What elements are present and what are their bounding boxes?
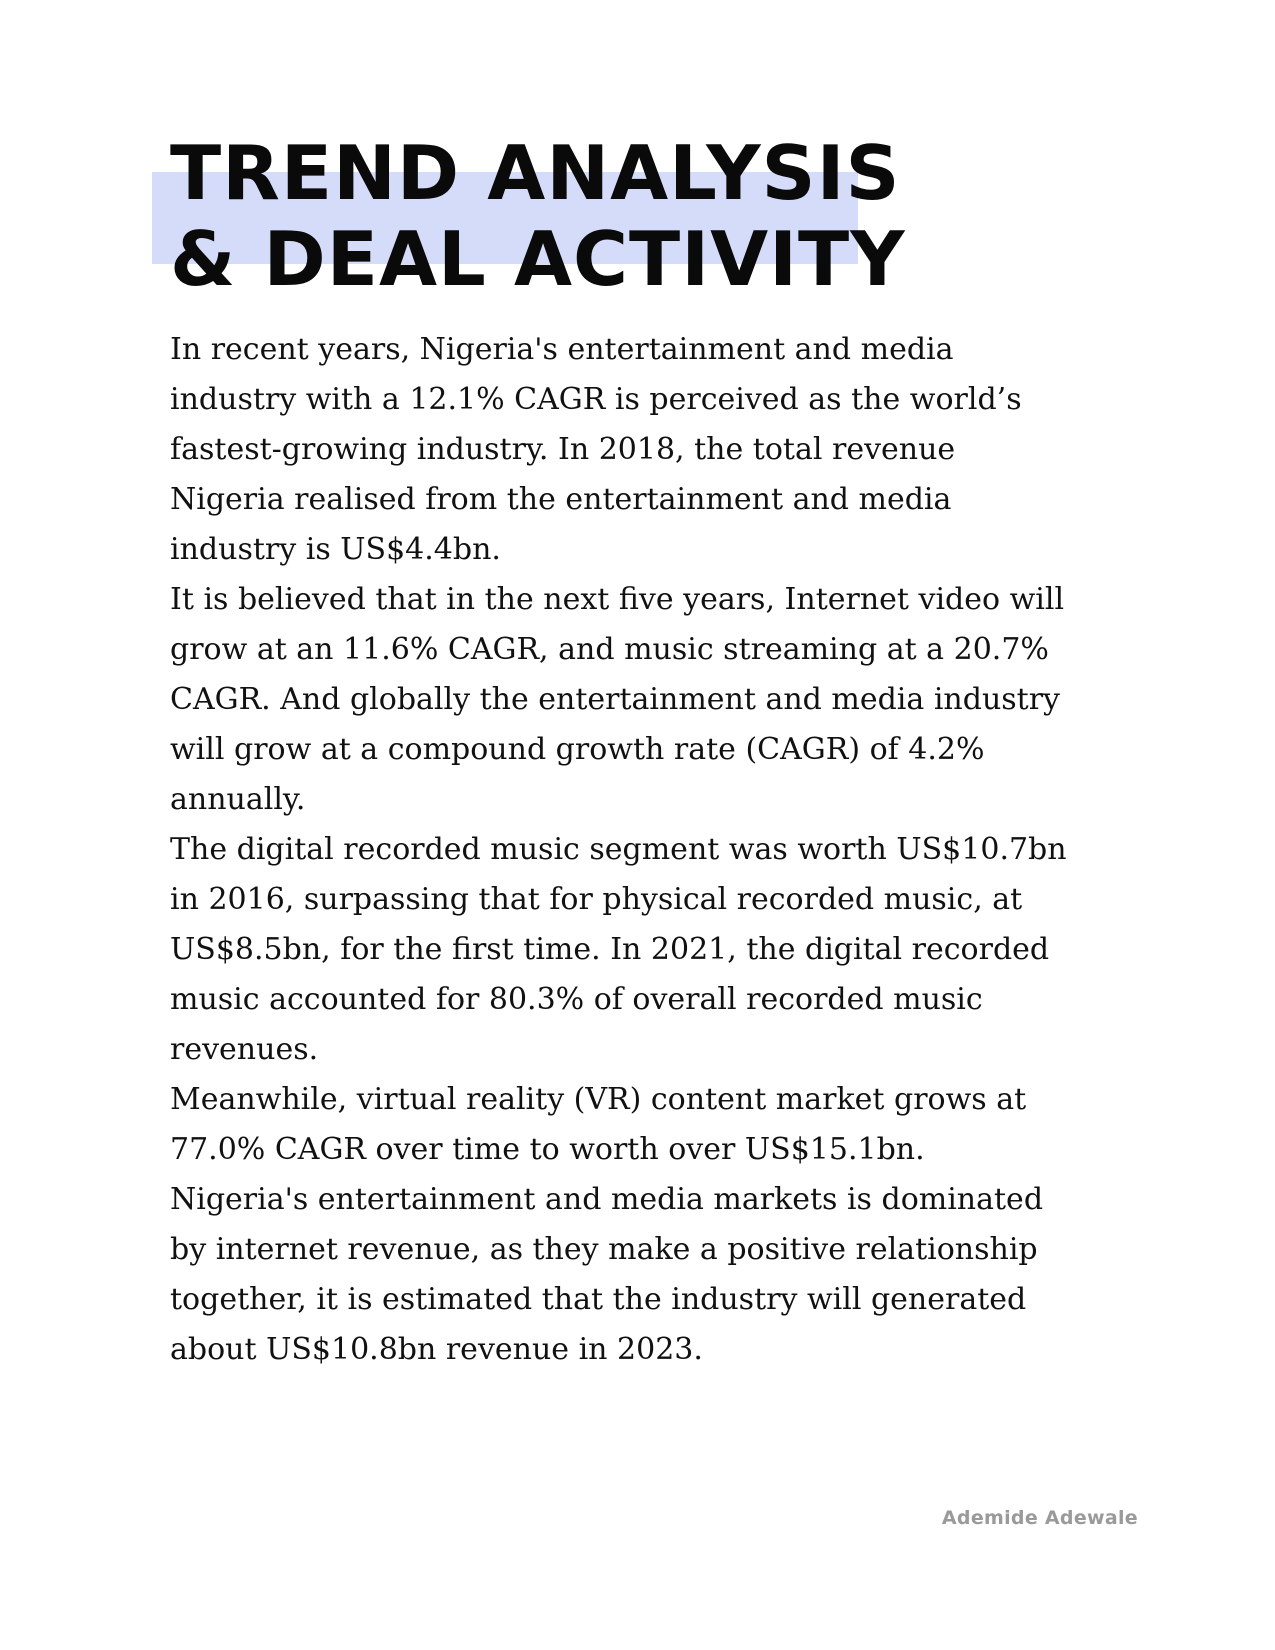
title-line-2: & DEAL ACTIVITY: [170, 215, 906, 303]
paragraph-2: It is believed that in the next five years, Internet video will grow at an 11.6% CAGR, and music streaming at a 20.7% CAGR. And globally the entertainment and media industry will grow at a compound growth rate (CAGR) of 4.2% annually.: [170, 582, 1065, 817]
page-title: [170, 130, 906, 302]
title-line-1: TREND ANALYSIS: [170, 129, 901, 217]
body-text: [170, 325, 1070, 1375]
paragraph-5: Nigeria's entertainment and media markets is dominated by internet revenue, as they make a positive relationship together, it is estimated that the industry will generated about US$10.8bn revenue in 2023.: [170, 1182, 1044, 1367]
paragraph-1: In recent years, Nigeria's entertainment and media industry with a 12.1% CAGR is perceived as the world’s fastest-growing industry. In 2018, the total revenue Nigeria realised from the entertainment and media industry is US$4.4bn.: [170, 332, 1022, 567]
paragraph-4: Meanwhile, virtual reality (VR) content market grows at 77.0% CAGR over time to worth over US$15.1bn.: [170, 1082, 1027, 1167]
author-name: Ademide Adewale: [941, 1507, 1138, 1529]
paragraph-3: The digital recorded music segment was worth US$10.7bn in 2016, surpassing that for physical recorded music, at US$8.5bn, for the first time. In 2021, the digital recorded music accounted for 80.3% of overall recorded music revenues.: [170, 832, 1067, 1067]
